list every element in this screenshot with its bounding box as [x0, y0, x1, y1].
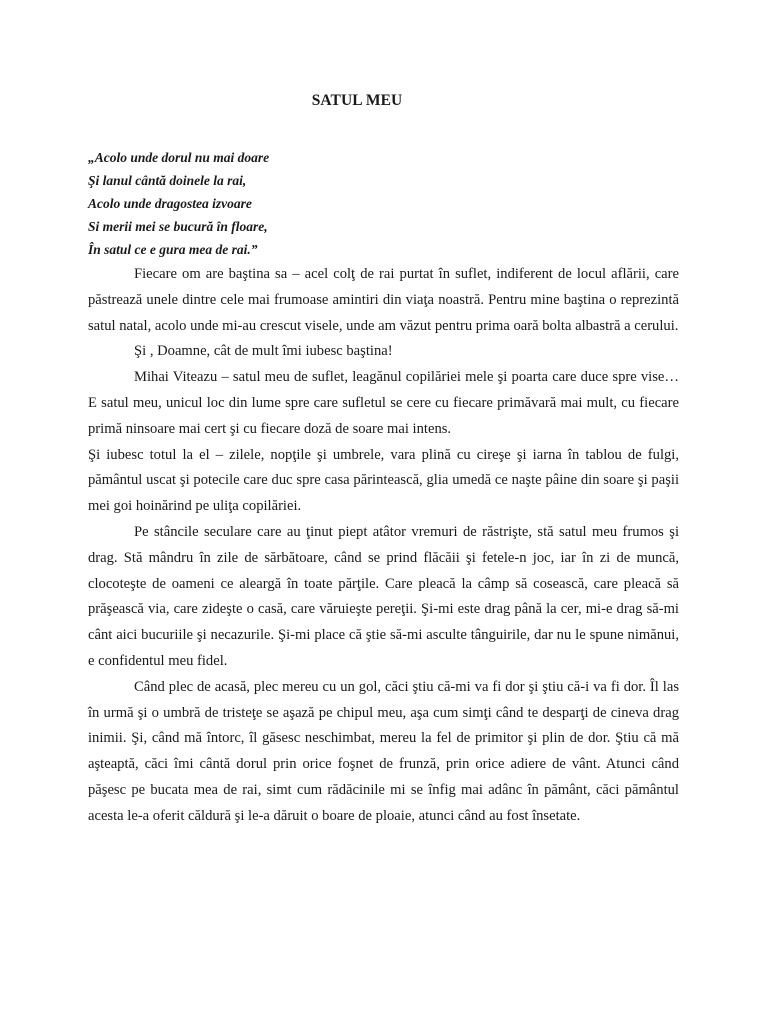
poem-line: Si merii mei se bucură în floare, [88, 219, 268, 234]
paragraph: Şi iubesc totul la el – zilele, nopţile şi umbrele, vara plină cu cireşe şi iarna în tablou de fulgi, pământul uscat şi potecile care duc spre casa părintească, glia umedă ce naşte pâine din soare şi paşii mei goi hoinărind pe uliţa copilăriei. [88, 446, 679, 515]
paragraph: Şi , Doamne, cât de mult îmi iubesc baştina! [134, 343, 393, 360]
poem-line: În satul ce e gura mea de rai.” [88, 242, 258, 257]
essay-body [88, 262, 679, 830]
poem-line: Şi lanul cântă doinele la rai, [88, 173, 247, 188]
poem-line: Acolo unde dragostea izvoare [88, 196, 252, 211]
poem-line: „Acolo unde dorul nu mai doare [88, 150, 270, 165]
page-title: SATUL MEU [311, 92, 403, 109]
paragraph: Mihai Viteazu – satul meu de suflet, leagănul copilăriei mele şi poarta care duce spre vise…E satul meu, unicul loc din lume spre care sufletul se cere cu fiecare primăvară mai mult, cu fiecare primă ninsoare mai cert şi cu fiecare doză de soare mai intens. [88, 369, 679, 437]
paragraph: Fiecare om are baştina sa – acel colţ de rai purtat în suflet, indiferent de locul aflării, care păstrează unele dintre cele mai frumoase amintiri din viaţa noastră. Pentru mine baştina o reprezintă satul natal, acolo unde mi-au crescut visele, unde am văzut pentru prima oară bolta albastră a cerului. [88, 266, 679, 334]
paragraph: Când plec de acasă, plec mereu cu un gol, căci ştiu că-mi va fi dor şi ştiu că-i va fi dor. Îl las în urmă şi o umbră de tristeţe se aşază pe chipul meu, aşa cum simţi când te desparţi de cineva drag inimii. Şi, când mă întorc, îl găsesc neschimbat, mereu la fel de primitor şi plin de dor. Ştiu că mă aşteaptă, căci îmi cântă dorul prin orice foşnet de frunză, prin orice adiere de vânt. Atunci când păşesc pe bucata mea de rai, simt cum rădăcinile mi se înfig mai adânc în pământ, căci pământul acesta le-a oferit căldură şi le-a dăruit o boare de ploaie, atunci când au fost însetate. [88, 678, 679, 824]
epigraph-poem [88, 146, 688, 261]
paragraph: Pe stâncile seculare care au ţinut piept atâtor vremuri de răstrişte, stă satul meu frumos şi drag. Stă mândru în zile de sărbătoare, când se prind flăcăii şi fetele-n joc, iar în zi de muncă, clocoteşte de oameni ce aleargă în toate părţile. Care pleacă la câmp să cosească, care pleacă să prăşească via, care zideşte o casă, care văruieşte pereţii. Şi-mi este drag până la cer, mi-e drag să-mi cânt aici bucuriile şi necazurile. Şi-mi place că ştie să-mi asculte tânguirile, dar nu le spune nimănui, e confidentul meu fidel. [88, 523, 679, 669]
